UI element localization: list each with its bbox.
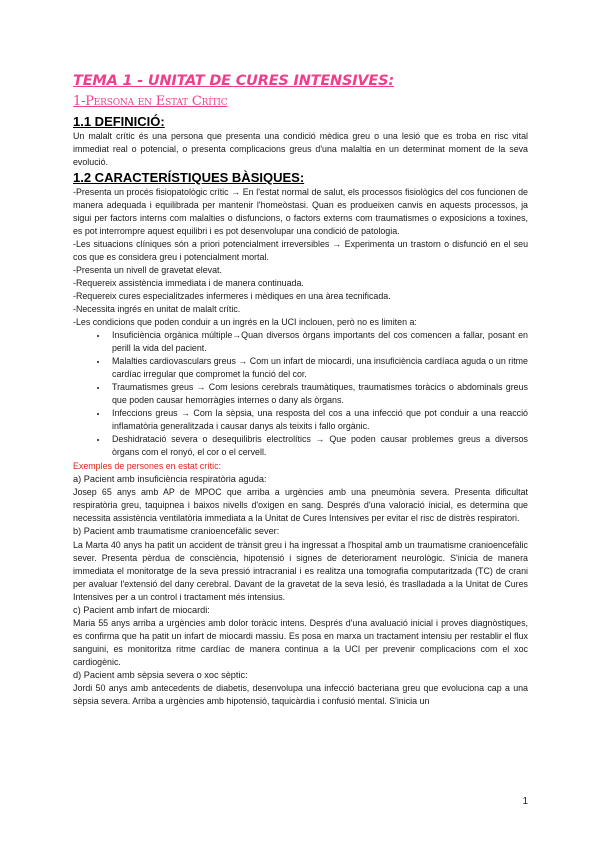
page-number: 1 bbox=[522, 796, 528, 807]
case-title: c) Pacient amb infart de miocardi: bbox=[73, 604, 210, 615]
case-text: La Marta 40 anys ha patit un accident de trànsit greu i ha ingressat a l'hospital amb un traumatisme cranioencefàlic sever. Presenta pèrdua de consciència, hipotensió i signes de deteriorament neurològic. S'inicia de manera immediata el monitoratge de la seva pressió intracranial i es realitza una tomografia computaritzada (TC) de crani per avaluar l'extensió del dany cerebral. Davant de la gravetat de la seva lesió, és traslladada a la Unitat de Cures Intensives per a un control i tractament més intensius. bbox=[73, 539, 528, 602]
list-item: • Insuficiència orgànica múltiple→Quan diversos òrgans importants del cos comencen a fallar, posant en perill la vida del pacient. bbox=[108, 329, 528, 355]
case-title: a) Pacient amb insuficiència respiratòria aguda: bbox=[73, 474, 267, 484]
list-item: • Deshidratació severa o desequilibris electrolítics → Que poden causar problemes greus a diversos òrgans com el ronyó, el cor o el cervell. bbox=[108, 433, 528, 459]
document-title: TEMA 1 - UNITAT DE CURES INTENSIVES: bbox=[73, 73, 394, 89]
list-item: • Malalties cardiovasculars greus → Com un infart de miocardi, una insuficiència cardíaca aguda o un ritme cardíac irregular que compromet la funció del cor. bbox=[108, 355, 528, 381]
definicio-heading: 1.1 DEFINICIÓ: bbox=[73, 114, 165, 129]
case-title: b) Pacient amb traumatisme cranioencefàlic sever: bbox=[73, 526, 280, 537]
exemples-heading: Exemples de persones en estat crític: bbox=[73, 461, 221, 471]
caracteristiques-paragraph: -Necessita ingrés en unitat de malalt crític. bbox=[73, 304, 241, 314]
caracteristiques-heading: 1.2 CARACTERÍSTIQUES BÀSIQUES: bbox=[73, 170, 305, 185]
caracteristiques-paragraph: -Les situacions clíniques són a priori potencialment irreversibles → Experimenta un trastorn o disfunció en el seu cos que es considera greu i potencialment mortal. bbox=[73, 239, 528, 262]
list-item: • Traumatismes greus → Com lesions cerebrals traumàtiques, traumatismes toràcics o abdominals greus que poden causar hemorràgies internes o dany als òrgans. bbox=[108, 381, 528, 407]
case-text: Maria 55 anys arriba a urgències amb dolor toràcic intens. Després d'una avaluació inicial i proves diagnòstiques, es confirma que ha patit un infart de miocardi massiu. Es posa en marxa un tractament intensiu per restablir el flux sanguini, es monitoritza ritme cardíac de manera continua a la UCI per prevenir complicacions com el xoc cardiogènic. bbox=[73, 617, 528, 667]
section-subtitle: 1-Persona en Estat Crític bbox=[73, 94, 228, 109]
caracteristiques-paragraph: -Les condicions que poden conduir a un ingrés en la UCI inclouen, però no es limiten a: bbox=[73, 317, 417, 327]
caracteristiques-paragraph: -Requereix assistència immediata i de manera continuada. bbox=[73, 278, 304, 288]
caracteristiques-paragraph: -Presenta un nivell de gravetat elevat. bbox=[73, 265, 222, 275]
definicio-text: Un malalt crític és una persona que presenta una condició mèdica greu o una lesió que es troba en risc vital immediat real o potencial, o presenta complicacions greus d'una malaltia en un determinat moment de la seva evolució. bbox=[73, 131, 528, 167]
uci-conditions-list bbox=[73, 329, 528, 459]
caracteristiques-paragraph: -Presenta un procés fisiopatològic crític → En l'estat normal de salut, els processos fisiològics del cos funcionen de manera adequada i equilibrada per mantenir l'homeòstasi. Quan es produeixen canvis en aquests processos, ja sigui per factors interns com malalties o disfuncions, o factors externs com traumatismes o exposicions a toxines, es pot interrompre aquest equilibri i es pot desenvolupar una condició de patologia. bbox=[73, 187, 528, 236]
list-item: • Infeccions greus → Com la sèpsia, una resposta del cos a una infecció que pot conduir a una reacció inflamatòria generalitzada i causar danys als teixits i fallo orgànic. bbox=[108, 407, 528, 433]
caracteristiques-paragraph: -Requereix cures especialitzades infermeres i mèdiques en una àrea tecnificada. bbox=[73, 291, 391, 301]
case-text: Jordi 50 anys amb antecedents de diabetis, desenvolupa una infecció bacteriana greu que evoluciona cap a una sèpsia severa. Arriba a urgències amb hipotensió, taquicàrdia i confusió mental. S'inicia un bbox=[73, 683, 528, 707]
case-text: Josep 65 anys amb AP de MPOC que arriba a urgències amb una pneumònia severa. Presenta dificultat respiratòria greu, taquipnea i baixos nivells d'oxigen en sang. Després d'una valoració inicial, es determina que necessita assistència ventilatòria immediata a la Unitat de Cures Intensives per evitar el risc de distrès respiratori. bbox=[73, 487, 528, 524]
case-title: d) Pacient amb sèpsia severa o xoc sèptic: bbox=[73, 669, 248, 680]
